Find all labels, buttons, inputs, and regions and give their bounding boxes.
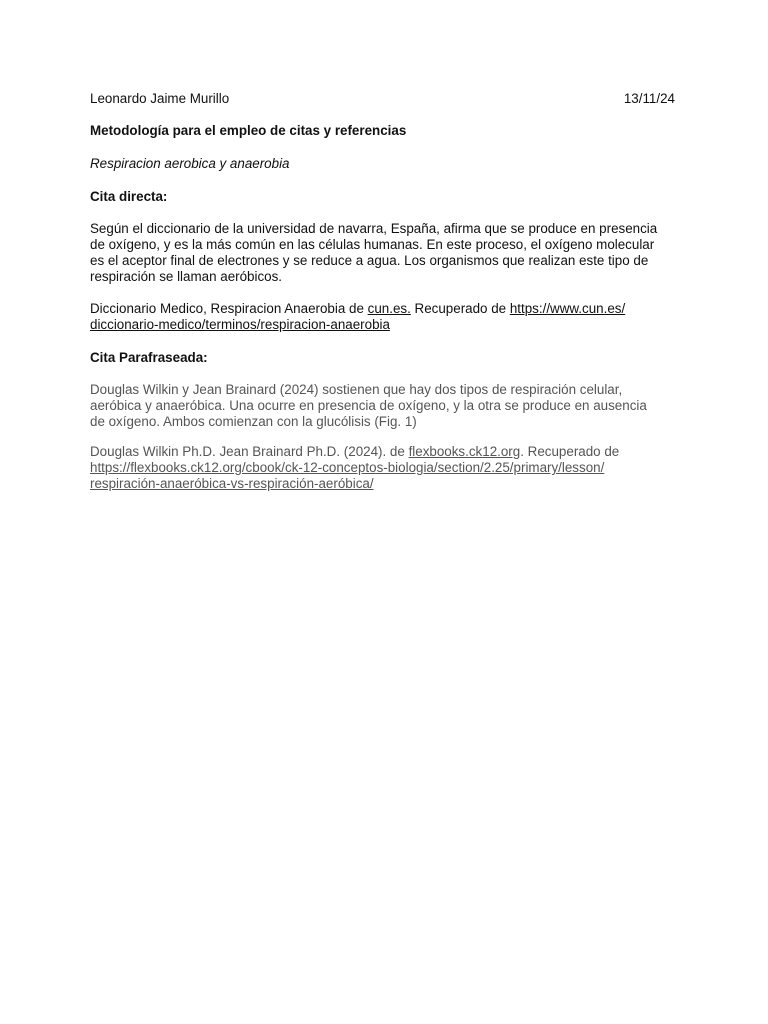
ck12-source-link[interactable]: flexbooks.ck12.org	[408, 444, 521, 459]
cun-source-link[interactable]: cun.es.	[367, 301, 411, 316]
document-date: 13/11/24	[623, 91, 675, 106]
direct-quote-reference-line-2	[90, 317, 675, 333]
ck12-url-link-part-1[interactable]: https://flexbooks.ck12.org/cbook/ck-12-conceptos-biologia/section/2.25/primary/lesson/	[90, 460, 605, 475]
document-subtitle: Respiracion aerobica y anaerobia	[90, 156, 290, 171]
direct-quote-reference-middle: Recuperado de	[410, 301, 510, 316]
document-page	[90, 91, 675, 492]
paraphrase-reference-line-1	[90, 444, 675, 460]
paraphrase-reference-line-2	[90, 460, 675, 476]
paraphrase-reference-suffix: . Recuperado de	[520, 444, 620, 459]
direct-quote-heading: Cita directa:	[90, 189, 168, 204]
direct-quote-reference	[90, 301, 675, 333]
direct-quote-line-3: es el aceptor final de electrones y se reduce a agua. Los organismos que realizan este tipo de	[90, 253, 649, 268]
paraphrase-reference	[90, 444, 675, 492]
paraphrase-line-1: Douglas Wilkin y Jean Brainard (2024) sostienen que hay dos tipos de respiración celular,	[90, 382, 623, 397]
direct-quote-line-4: respiración se llaman aeróbicos.	[90, 269, 283, 284]
paraphrase-line-3: de oxígeno. Ambos comienzan con la glucólisis (Fig. 1)	[90, 414, 417, 429]
author-name: Leonardo Jaime Murillo	[90, 91, 230, 106]
direct-quote-reference-line-1	[90, 301, 675, 317]
paraphrase-paragraph	[90, 382, 675, 430]
document-title: Metodología para el empleo de citas y referencias	[90, 123, 407, 138]
paraphrase-line-2: aeróbica y anaeróbica. Una ocurre en presencia de oxígeno, y la otra se produce en ausencia	[90, 398, 647, 413]
direct-quote-paragraph	[90, 221, 675, 285]
direct-quote-reference-prefix: Diccionario Medico, Respiracion Anaerobia de	[90, 301, 368, 316]
header-row	[90, 91, 675, 109]
paraphrase-heading: Cita Parafraseada:	[90, 350, 208, 365]
cun-url-link-part-2[interactable]: diccionario-medico/terminos/respiracion-anaerobia	[90, 317, 390, 332]
paraphrase-reference-prefix: Douglas Wilkin Ph.D. Jean Brainard Ph.D. (2024). de	[90, 444, 409, 459]
direct-quote-line-2: de oxígeno, y es la más común en las células humanas. En este proceso, el oxígeno molecular	[90, 237, 655, 252]
paraphrase-reference-line-3	[90, 476, 675, 492]
direct-quote-line-1: Según el diccionario de la universidad de navarra, España, afirma que se produce en presencia	[90, 221, 658, 236]
ck12-url-link-part-2[interactable]: respiración-anaeróbica-vs-respiración-aeróbica/	[90, 476, 374, 491]
cun-url-link-part-1[interactable]: https://www.cun.es/	[509, 301, 626, 316]
